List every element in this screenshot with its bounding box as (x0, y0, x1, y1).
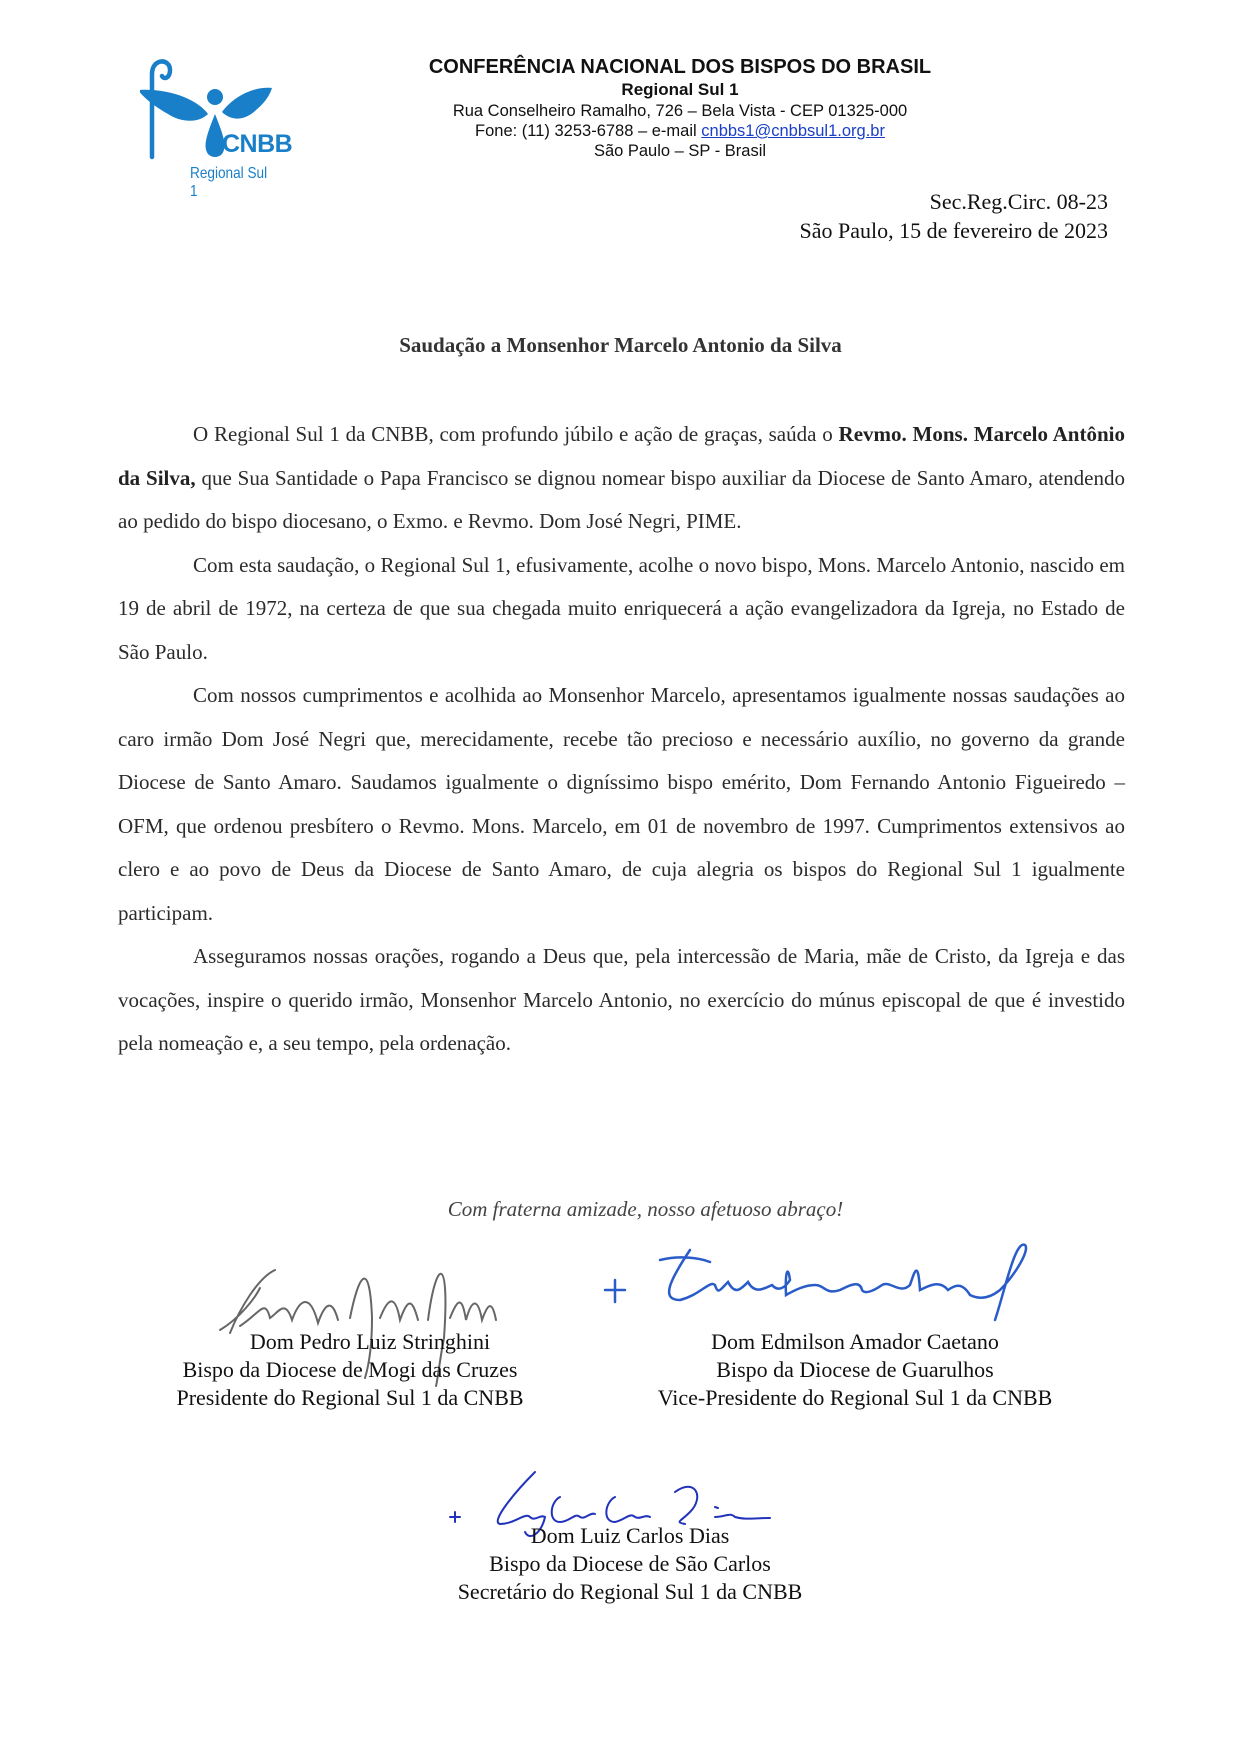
signatory-diocese: Bispo da Diocese de São Carlos (489, 1551, 771, 1576)
signatory-secretary (420, 1522, 840, 1606)
signatory-diocese: Bispo da Diocese de Guarulhos (716, 1357, 994, 1382)
signatory-name: Dom Pedro Luiz Stringhini (249, 1329, 491, 1354)
cnbb-logo (140, 52, 293, 200)
region-name: Regional Sul 1 (621, 80, 739, 99)
closing-salutation: Com fraterna amizade, nosso afetuoso abraço! (447, 1197, 844, 1221)
paragraph-3: Com nossos cumprimentos e acolhida ao Monsenhor Marcelo, apresentamos igualmente nossas saudações ao caro irmão Dom José Negri que, merecidamente, recebe tão precioso e necessário auxílio, no governo da grande Diocese de Santo Amaro. Saudamos igualmente o digníssimo bispo emérito, Dom Fernando Antonio Figueiredo – OFM, que ordenou presbítero o Revmo. Mons. Marcelo, em 01 de novembro de 1997. Cumprimentos extensivos ao clero e ao povo de Deus da Diocese de Santo Amaro, de cuja alegria os bispos do Regional Sul 1 igualmente participam. (118, 683, 1125, 925)
signatory-role: Vice-Presidente do Regional Sul 1 da CNBB (657, 1385, 1053, 1410)
signatory-role: Presidente do Regional Sul 1 da CNBB (176, 1385, 524, 1410)
signatory-vice-president (620, 1328, 1090, 1412)
paragraph-2: Com esta saudação, o Regional Sul 1, efusivamente, acolhe o novo bispo, Mons. Marcelo Antonio, nascido em 19 de abril de 1972, na certeza de que sua chegada muito enriquecerá a ação evangelizadora da Igreja, no Estado de São Paulo. (118, 552, 1125, 664)
signatory-diocese: Bispo da Diocese de Mogi das Cruzes (182, 1357, 518, 1382)
logo-wordmark: CNBB (222, 130, 293, 158)
organization-name: CONFERÊNCIA NACIONAL DOS BISPOS DO BRASIL (428, 56, 932, 78)
phone: Fone: (11) 3253-6788 – e-mail (475, 122, 702, 140)
signatory-role: Secretário do Regional Sul 1 da CNBB (457, 1579, 803, 1604)
signatory-president (140, 1328, 560, 1412)
honoree-name: Revmo. Mons. Marcelo Antônio da Silva, (118, 422, 1125, 490)
email-link[interactable]: cnbbs1@cnbbsul1.org.br (701, 122, 885, 140)
paragraph-4: Asseguramos nossas orações, rogando a Deus que, pela intercessão de Maria, mãe de Cristo, da Igreja e das vocações, inspire o querido irmão, Monsenhor Marcelo Antonio, no exercício do múnus episcopal de que é investido pela nomeação e, a seu tempo, pela ordenação. (118, 944, 1125, 1055)
paragraph-1: O Regional Sul 1 da CNBB, com profundo júbilo e ação de graças, saúda o Revmo. Mons. Marcelo Antônio da Silva, que Sua Santidade o Papa Francisco se dignou nomear bispo auxiliar da Diocese de Santo Amaro, atendendo ao pedido do bispo diocesano, o Exmo. e Revmo. Dom José Negri, PIME. (118, 422, 1125, 533)
contact-line (380, 121, 980, 141)
letter-title: Saudação a Monsenhor Marcelo Antonio da Silva (399, 333, 842, 357)
letter-date: São Paulo, 15 de fevereiro de 2023 (799, 218, 1108, 243)
signatory-name: Dom Luiz Carlos Dias (530, 1523, 730, 1548)
logo-subtitle: Regional Sul 1 (190, 165, 268, 200)
reference-block (799, 187, 1108, 245)
signatory-name: Dom Edmilson Amador Caetano (711, 1329, 999, 1354)
address: Rua Conselheiro Ramalho, 726 – Bela Vista - CEP 01325-000 (452, 102, 908, 120)
city: São Paulo – SP - Brasil (593, 142, 767, 160)
letterhead (380, 55, 980, 161)
letter-body (118, 413, 1125, 1066)
circular-code: Sec.Reg.Circ. 08-23 (929, 189, 1108, 214)
